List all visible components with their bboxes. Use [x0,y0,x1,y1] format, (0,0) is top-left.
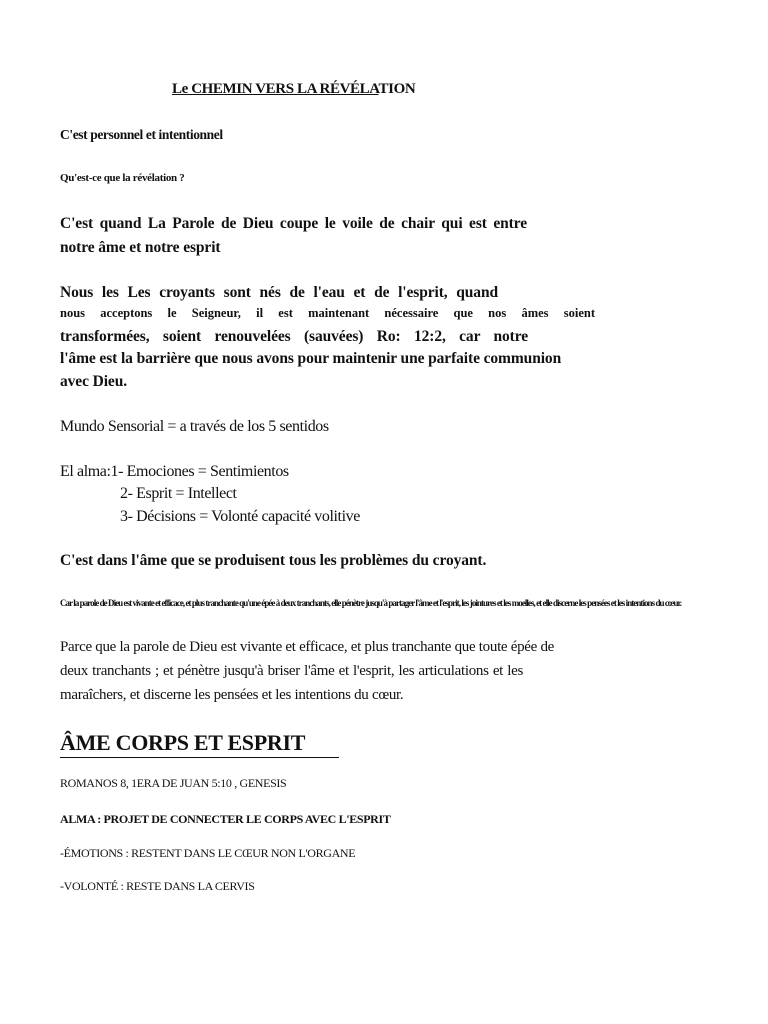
alma-projet-line: ALMA : PROJET DE CONNECTER LE CORPS AVEC L'ESPRIT [60,812,391,826]
alma-list-line-1: El alma:1- Emociones = Sentimientos [60,463,289,480]
verse-paragraph-line-3: maraîchers, et discerne les pensées et les intentions du cœur. [60,687,404,703]
volonte-line: -VOLONTÉ : RESTE DANS LA CERVIS [60,879,255,893]
document-title-underlined: Le CHEMIN VERS LA RÉVÉLA [172,81,379,97]
alma-list-line-3: 3- Décisions = Volonté capacité volitive [120,508,360,525]
section-heading: ÂME CORPS ET ESPRIT [60,730,306,755]
emotions-line: -ÉMOTIONS : RESTENT DANS LE CŒUR NON L'ORGANE [60,846,356,860]
paragraph-2-line-1: Nous les Les croyants sont nés de l'eau et de l'esprit, quand [60,284,498,301]
paragraph-2-line-5: avec Dieu. [60,373,128,390]
question-heading: Qu'est-ce que la révélation ? [60,172,185,184]
subtitle: C'est personnel et intentionnel [60,127,223,142]
document-title [172,81,415,98]
problemes-statement: C'est dans l'âme que se produisent tous les problèmes du croyant. [60,552,487,569]
section-heading-underline [60,757,339,758]
paragraph-1-line-1: C'est quand La Parole de Dieu coupe le voile de chair qui est entre [60,215,527,232]
verse-paragraph-line-2: deux tranchants ; et pénètre jusqu'à briser l'âme et l'esprit, les articulations et les [60,663,523,679]
condensed-verse-line: Car la parole de Dieu est vivante et efficace, et plus tranchante qu'une épée à deux tranchants, elle pénètre jusqu'à partager l'âme et l'esprit, les jointures et les moelles, et elle discerne les pensées et les intentions du cœur. [60,598,682,608]
paragraph-2-line-3: transformées, soient renouvelées (sauvées) Ro: 12:2, car notre [60,328,528,345]
references-line: ROMANOS 8, 1ERA DE JUAN 5:10 , GENESIS [60,776,287,790]
paragraph-2-line-4: l'âme est la barrière que nous avons pour maintenir une parfaite communion [60,350,562,367]
document-title-suffix: TION [378,81,416,97]
paragraph-2-line-2: nous acceptons le Seigneur, il est maintenant nécessaire que nos âmes soient [60,306,595,320]
alma-list-line-2: 2- Esprit = Intellect [120,485,237,502]
paragraph-1-line-2: notre âme et notre esprit [60,239,221,256]
verse-paragraph-line-1: Parce que la parole de Dieu est vivante et efficace, et plus tranchante que toute épée de [60,639,555,655]
mundo-sensorial-line: Mundo Sensorial = a través de los 5 sentidos [60,418,329,435]
